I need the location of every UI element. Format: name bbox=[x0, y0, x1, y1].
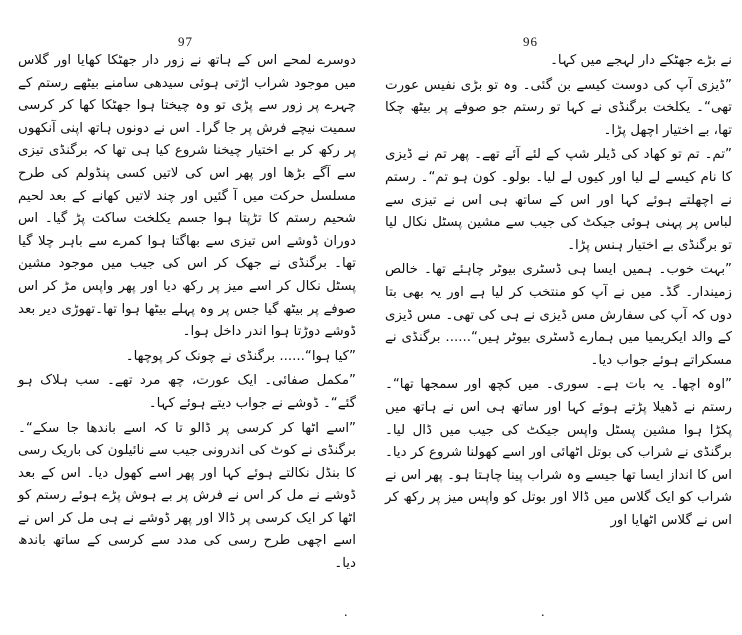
paragraph: ”بہت خوب۔ ہمیں ایسا ہی ڈسٹری بیوٹر چاہئے تھا۔ خالص زمیندار۔ گڈ۔ میں نے آپ کو منتخب کر لیا ہے اور یہ بھی بتا دوں کہ آپ کی سفارش مس ڈیزی نے ہی کی تھی۔ مس ڈیزی کے والد ایکریمیا میں ہمارے ڈسٹری بیوٹر ہیں“...... برگنڈی نے مسکراتے ہوئے جواب دیا۔ bbox=[385, 262, 732, 368]
page-number: 97 bbox=[178, 34, 193, 49]
page-body bbox=[18, 50, 356, 578]
paragraph: ”تم۔ تم تو کھاد کی ڈیلر شپ کے لئے آئے تھے۔ پھر تم نے ڈیزی کا نام کیسے لے لیا اور کیوں لے لیا۔ بولو۔ کون ہو تم“۔ رستم نے اچھلتے ہوئے کہا اور اس کے ساتھ ہی اس نے تیزی سے لباس پر پہنی ہوئی جیکٹ کی جیب سے مشین پسٹل نکال لیا تو برگنڈی بے اختیار ہنس پڑا۔ bbox=[385, 147, 732, 253]
footer-mark: . bbox=[344, 605, 348, 620]
paragraph: ”ڈیزی آپ کی دوست کیسے بن گئی۔ وہ تو بڑی نفیس عورت تھی“۔ یکلخت برگنڈی نے کہا تو رستم جو صوفے پر بیٹھ چکا تھا، بے اختیار اچھل پڑا۔ bbox=[385, 77, 732, 138]
paragraph: ”اسے اٹھا کر کرسی پر ڈالو تا کہ اسے باندھا جا سکے“۔ برگنڈی نے کوٹ کی اندرونی جیب سے نائیلون کی باریک رسی کا بنڈل نکالتے ہوئے کہا اور پھر اسے کھول دیا۔ اس کے بعد ڈوشے نے مل کر اس نے فرش پر بے ہوش پڑے ہوئے رستم کو اٹھا کر ایک کرسی پر ڈالا اور پھر ڈوشے نے ہی مل کر اس نے اسے اچھی طرح رسی کی مدد سے کرسی کے ساتھ باندھ دیا۔ bbox=[18, 420, 356, 572]
paragraph: ”کیا ہوا“...... برگنڈی نے چونک کر پوچھا۔ bbox=[125, 348, 356, 364]
right-page bbox=[371, 0, 742, 635]
paragraph: ”اوہ اچھا۔ یہ بات ہے۔ سوری۔ میں کچھ اور سمجھا تھا“۔ رستم نے ڈھیلا پڑتے ہوئے کہا اور ساتھ ہی اس نے ہاتھ میں پکڑا ہوا مشین پسٹل واپس جیکٹ کی جیب میں ڈال لیا۔ برگنڈی نے شراب کی بوتل اٹھائی اور اسے کھولنا شروع کر دیا۔ اس کا انداز ایسا تھا جیسے وہ شراب پینا چاہتا ہو۔ پھر اس نے شراب کو ایک گلاس میں ڈالا اور بوتل کو واپس میز پر رکھ کر اس نے گلاس اٹھایا اور bbox=[385, 377, 732, 528]
page-body bbox=[385, 50, 732, 534]
paragraph: نے بڑے جھٹکے دار لہجے میں کہا۔ bbox=[550, 53, 732, 68]
paragraph: ”مکمل صفائی۔ ایک عورت، چھ مرد تھے۔ سب ہلاک ہو گئے“۔ ڈوشے نے جواب دیتے ہوئے کہا۔ bbox=[18, 373, 356, 411]
page-number: 96 bbox=[523, 34, 538, 49]
footer-mark: . bbox=[541, 605, 545, 620]
paragraph: دوسرے لمحے اس کے ہاتھ نے زور دار جھٹکا کھایا اور گلاس میں موجود شراب اڑتی ہوئی سیدھی سامنے بیٹھے رستم کے چہرے پر زور سے پڑی تو وہ چیختا ہوا جھٹکا کھا کر کرسی سمیت نیچے فرش پر جا گرا۔ اس نے دونوں ہاتھ اپنی آنکھوں پر رکھ کر بے اختیار چیخنا شروع کیا ہی تھا کہ برگنڈی تیزی سے آگے بڑھا اور پھر اس کی لاتیں کسی پنڈولم کی طرح مسلسل حرکت میں آ گئیں اور چند لاتیں کھانے کے بعد لحیم شحیم رستم کا تڑپتا ہوا جسم یکلخت ساکت پڑ گیا۔ اس دوران ڈوشے اس تیزی سے بھاگتا ہوا کمرے سے باہر چلا گیا تھا۔ برگنڈی نے جھک کر اس کی جیب میں موجود مشین پسٹل نکال کر اسے میز پر رکھ دیا اور پھر واپس مڑ کر اس صوفے پر بیٹھ گیا جس پر وہ پہلے بیٹھا ہوا تھا۔تھوڑی دیر بعد ڈوشے دوڑتا ہوا اندر داخل ہوا۔ bbox=[18, 53, 356, 340]
